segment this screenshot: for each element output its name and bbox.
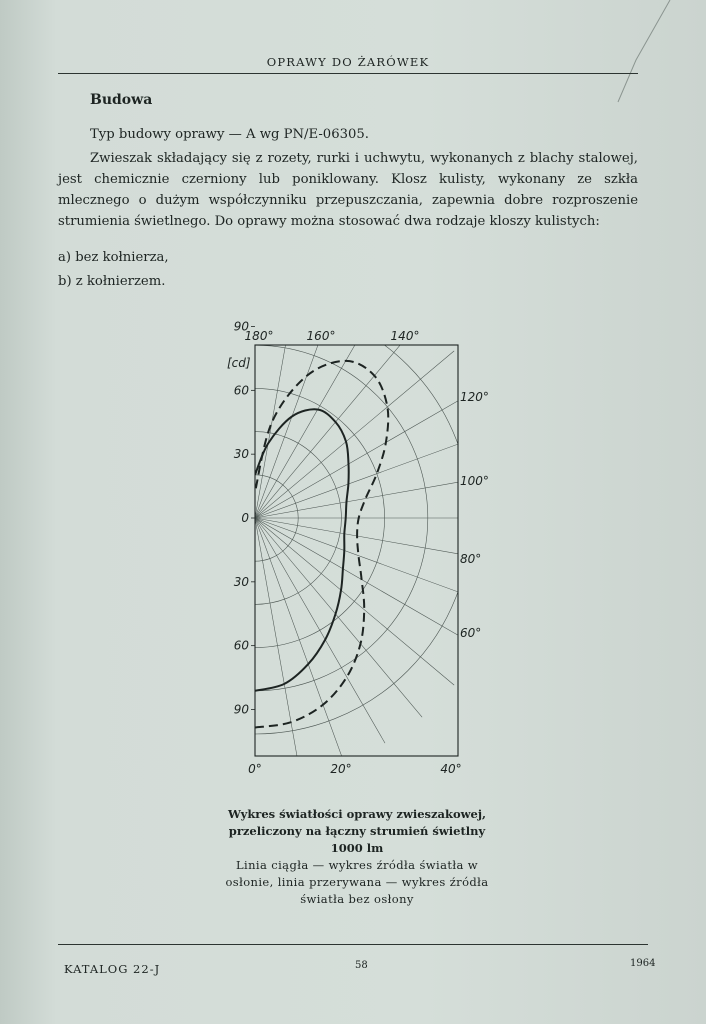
angle-label-top: 180° bbox=[244, 329, 274, 343]
paragraph-description: Zwieszak składający się z rozety, rurki i uchwytu, wykonanych z blachy stalowej, jest chemicznie czerniony lub poniklowany. Klosz kulisty, wykonany ze szkła mlecznego o dużym współczynniku przepuszczania, zapewnia dobre rozproszenie strumienia świetlnego. Do oprawy można stosować dwa rodzaje kloszy kulistych: bbox=[58, 151, 638, 229]
radial-tick-label: 30 bbox=[233, 574, 249, 589]
grid-ray bbox=[255, 319, 422, 518]
radial-tick-label: 90 bbox=[233, 319, 249, 334]
angle-label-bottom: 40° bbox=[440, 762, 462, 776]
caption-title: Wykres światłości oprawy zwieszakowej, przeliczony na łączny strumień świetlny 1000 lm bbox=[227, 807, 486, 855]
angle-label-right: 120° bbox=[460, 390, 489, 404]
list-item-b: b) z kołnierzem. bbox=[58, 274, 166, 289]
angle-label-right: 60° bbox=[460, 626, 482, 640]
grid-ray bbox=[255, 351, 454, 518]
page-number: 58 bbox=[355, 960, 368, 971]
radial-tick-label: 60 bbox=[233, 638, 249, 653]
section-heading: Budowa bbox=[90, 92, 153, 108]
radial-tick-label: 30 bbox=[233, 447, 249, 462]
grid-ray bbox=[255, 518, 422, 717]
grid-ray bbox=[255, 518, 300, 774]
polar-chart bbox=[215, 319, 489, 785]
curve-dashed bbox=[255, 361, 388, 728]
figure-caption bbox=[222, 806, 492, 908]
radial-tick-label: 0 bbox=[241, 511, 249, 525]
radial-tick-label: 60 bbox=[233, 383, 249, 398]
caption-note: Linia ciągła — wykres źródła światła w osłonie, linia przerywana — wykres źródła światła bez osłony bbox=[225, 858, 489, 906]
angle-label-right: 100° bbox=[460, 474, 489, 488]
angle-label-right: 80° bbox=[460, 552, 482, 566]
running-title: OPRAWY DO ŻARÓWEK bbox=[266, 55, 430, 69]
grid-ray bbox=[255, 518, 480, 648]
radial-tick-label: 90 bbox=[233, 702, 249, 717]
list-item-a: a) bez kołnierza, bbox=[58, 250, 169, 265]
header-rule bbox=[58, 73, 638, 74]
angle-label-bottom: 0° bbox=[248, 762, 262, 776]
grid-ray bbox=[255, 388, 480, 518]
unit-label: [cd] bbox=[227, 356, 251, 370]
angle-label-top: 140° bbox=[390, 329, 420, 343]
angle-label-bottom: 20° bbox=[330, 762, 352, 776]
grid-ray bbox=[255, 293, 385, 518]
grid-ray bbox=[255, 518, 344, 762]
catalog-label: KATALOG 22-J bbox=[64, 962, 161, 976]
curve-solid bbox=[255, 409, 349, 690]
angle-label-top: 160° bbox=[306, 329, 336, 343]
year-label: 1964 bbox=[630, 958, 656, 969]
footer-rule bbox=[58, 944, 648, 945]
grid-ray bbox=[255, 518, 385, 743]
paragraph-type: Typ budowy oprawy — A wg PN/E-06305. bbox=[90, 127, 369, 142]
